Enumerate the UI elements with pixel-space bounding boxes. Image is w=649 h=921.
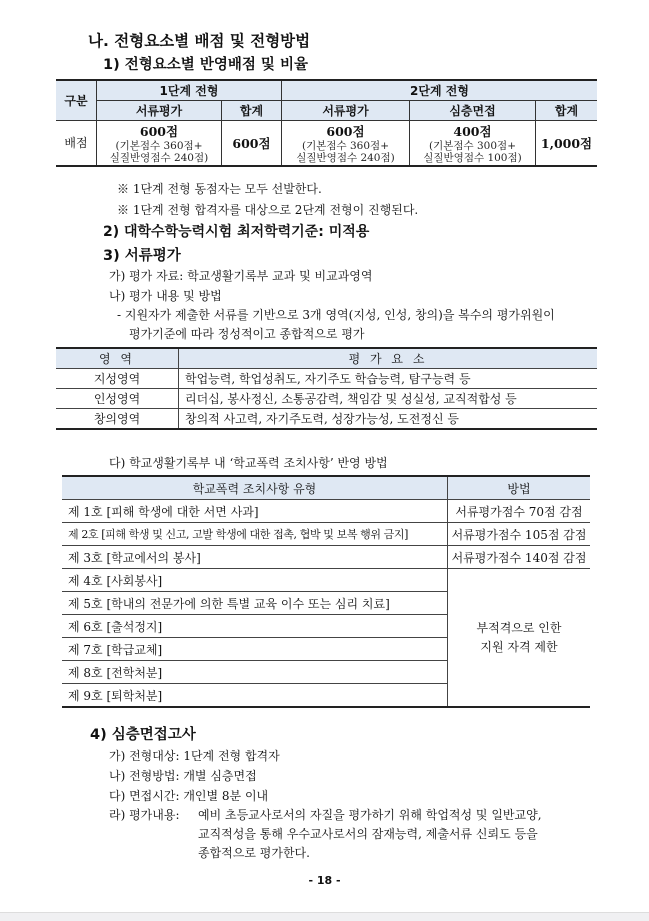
- note-1: ※ 1단계 전형 동점자는 모두 선발한다.: [117, 182, 322, 196]
- type-cell: 제 1호 [피해 학생에 대한 서면 사과]: [62, 500, 448, 523]
- table-header-sum-2: 합계: [536, 100, 598, 120]
- type-cell: 제 6호 [출석정지]: [62, 615, 448, 638]
- method-cell: 서류평가점수 70점 감점: [448, 500, 591, 523]
- subsection-4-ra-line2: 교직적성을 통해 우수교사로서의 잠재능력, 제출서류 신뢰도 등을: [198, 827, 538, 841]
- subsection-3-na: 나) 평가 내용 및 방법: [109, 289, 222, 303]
- elements-cell: 학업능력, 학업성취도, 자기주도 학습능력, 탐구능력 등: [179, 369, 598, 389]
- table-row: [56, 409, 597, 430]
- cell-s1-doc: [97, 120, 222, 166]
- table-row: [62, 523, 590, 546]
- value: 600점: [326, 123, 365, 139]
- value-detail: (기본점수 360점+: [115, 139, 203, 152]
- subsection-4-ra-label: 라) 평가내용:: [109, 808, 180, 822]
- table-row: [56, 389, 597, 409]
- subsection-4-title: 4) 심층면접고사: [90, 727, 196, 743]
- school-violence-table: [62, 475, 590, 708]
- subsection-3-ga: 가) 평가 자료: 학교생활기록부 교과 및 비교과영역: [109, 269, 373, 283]
- type-cell: 제 8호 [전학처분]: [62, 661, 448, 684]
- type-cell: 제 4호 [사회봉사]: [62, 569, 448, 592]
- table-header-method: 방법: [448, 476, 591, 500]
- score-table: [56, 79, 597, 167]
- subsection-4-ra-line3: 종합적으로 평가한다.: [198, 846, 310, 860]
- table-row: [62, 569, 590, 592]
- value: 400점: [453, 123, 492, 139]
- cell-s2-sum: 1,000점: [536, 120, 598, 166]
- value-detail: 실질반영점수 240점): [296, 151, 395, 164]
- area-cell: 창의영역: [56, 409, 179, 430]
- area-cell: 지성영역: [56, 369, 179, 389]
- value-detail: 실질반영점수 100점): [423, 151, 522, 164]
- cell-s2-interview: [410, 120, 536, 166]
- type-cell: 제 2호 [피해 학생 및 신고, 고발 학생에 대한 접촉, 협박 및 보복 행위 금지]: [62, 523, 448, 546]
- table-header-type: 학교폭력 조치사항 유형: [62, 476, 448, 500]
- table-header-doc-1: 서류평가: [97, 100, 222, 120]
- table-header-area: 영 역: [56, 348, 179, 369]
- value-detail: (기본점수 300점+: [429, 139, 516, 152]
- table-header-gubun: 구분: [56, 80, 97, 120]
- type-cell: 제 5호 [학내의 전문가에 의한 특별 교육 이수 또는 심리 치료]: [62, 592, 448, 615]
- method-cell: 서류평가점수 105점 감점: [448, 523, 591, 546]
- area-cell: 인성영역: [56, 389, 179, 409]
- section-heading: 나. 전형요소별 배점 및 전형방법: [88, 32, 311, 50]
- subsection-3-title: 3) 서류평가: [103, 248, 181, 264]
- cell-s2-doc: [282, 120, 410, 166]
- elements-cell: 리더십, 봉사정신, 소통공감력, 책임감 및 성실성, 교직적합성 등: [179, 389, 598, 409]
- elements-cell: 창의적 사고력, 자기주도력, 성장가능성, 도전정신 등: [179, 409, 598, 430]
- table-header-elements: 평 가 요 소: [179, 348, 598, 369]
- table-header-sum-1: 합계: [222, 100, 282, 120]
- subsection-3-da: 다) 학교생활기록부 내 ‘학교폭력 조치사항’ 반영 방법: [109, 456, 388, 470]
- merged-method-line: 부적격으로 인한: [476, 620, 562, 635]
- row-label-score: 배점: [56, 120, 97, 166]
- subsection-3-desc-line2: 평가기준에 따라 정성적이고 종합적으로 평가: [129, 327, 365, 341]
- method-cell: 서류평가점수 140점 감점: [448, 546, 591, 569]
- table-row: [62, 546, 590, 569]
- table-header-doc-2: 서류평가: [282, 100, 410, 120]
- page-number: - 18 -: [308, 874, 341, 887]
- table-header-stage1: 1단계 전형: [97, 80, 282, 100]
- type-cell: 제 3호 [학교에서의 봉사]: [62, 546, 448, 569]
- merged-method-line: 지원 자격 제한: [480, 639, 558, 654]
- subsection-4-na: 나) 전형방법: 개별 심층면접: [109, 769, 257, 783]
- note-2: ※ 1단계 전형 합격자를 대상으로 2단계 전형이 진행된다.: [117, 203, 419, 217]
- subsection-1-title: 1) 전형요소별 반영배점 및 비율: [103, 57, 308, 73]
- subsection-4-ga: 가) 전형대상: 1단계 전형 합격자: [109, 749, 280, 763]
- value-detail: 실질반영점수 240점): [109, 151, 209, 164]
- type-cell: 제 9호 [퇴학처분]: [62, 684, 448, 708]
- type-cell: 제 7호 [학급교체]: [62, 638, 448, 661]
- table-row: [56, 369, 597, 389]
- evaluation-table: [56, 347, 597, 430]
- table-header-interview: 심층면접: [410, 100, 536, 120]
- value-detail: (기본점수 360점+: [302, 139, 389, 152]
- table-row: [62, 500, 590, 523]
- merged-method-cell: [448, 569, 591, 708]
- subsection-4-ra-line1: 예비 초등교사로서의 자질을 평가하기 위해 학업적성 및 일반교양,: [198, 808, 542, 822]
- table-header-stage2: 2단계 전형: [282, 80, 598, 100]
- subsection-4-da: 다) 면접시간: 개인별 8분 이내: [109, 789, 269, 803]
- value: 600점: [139, 123, 179, 139]
- subsection-2-title: 2) 대학수학능력시험 최저학력기준: 미적용: [103, 224, 370, 240]
- cell-s1-sum: 600점: [222, 120, 282, 166]
- subsection-3-desc-line1: - 지원자가 제출한 서류를 기반으로 3개 영역(지성, 인성, 창의)을 복수의 평가위원이: [117, 308, 555, 322]
